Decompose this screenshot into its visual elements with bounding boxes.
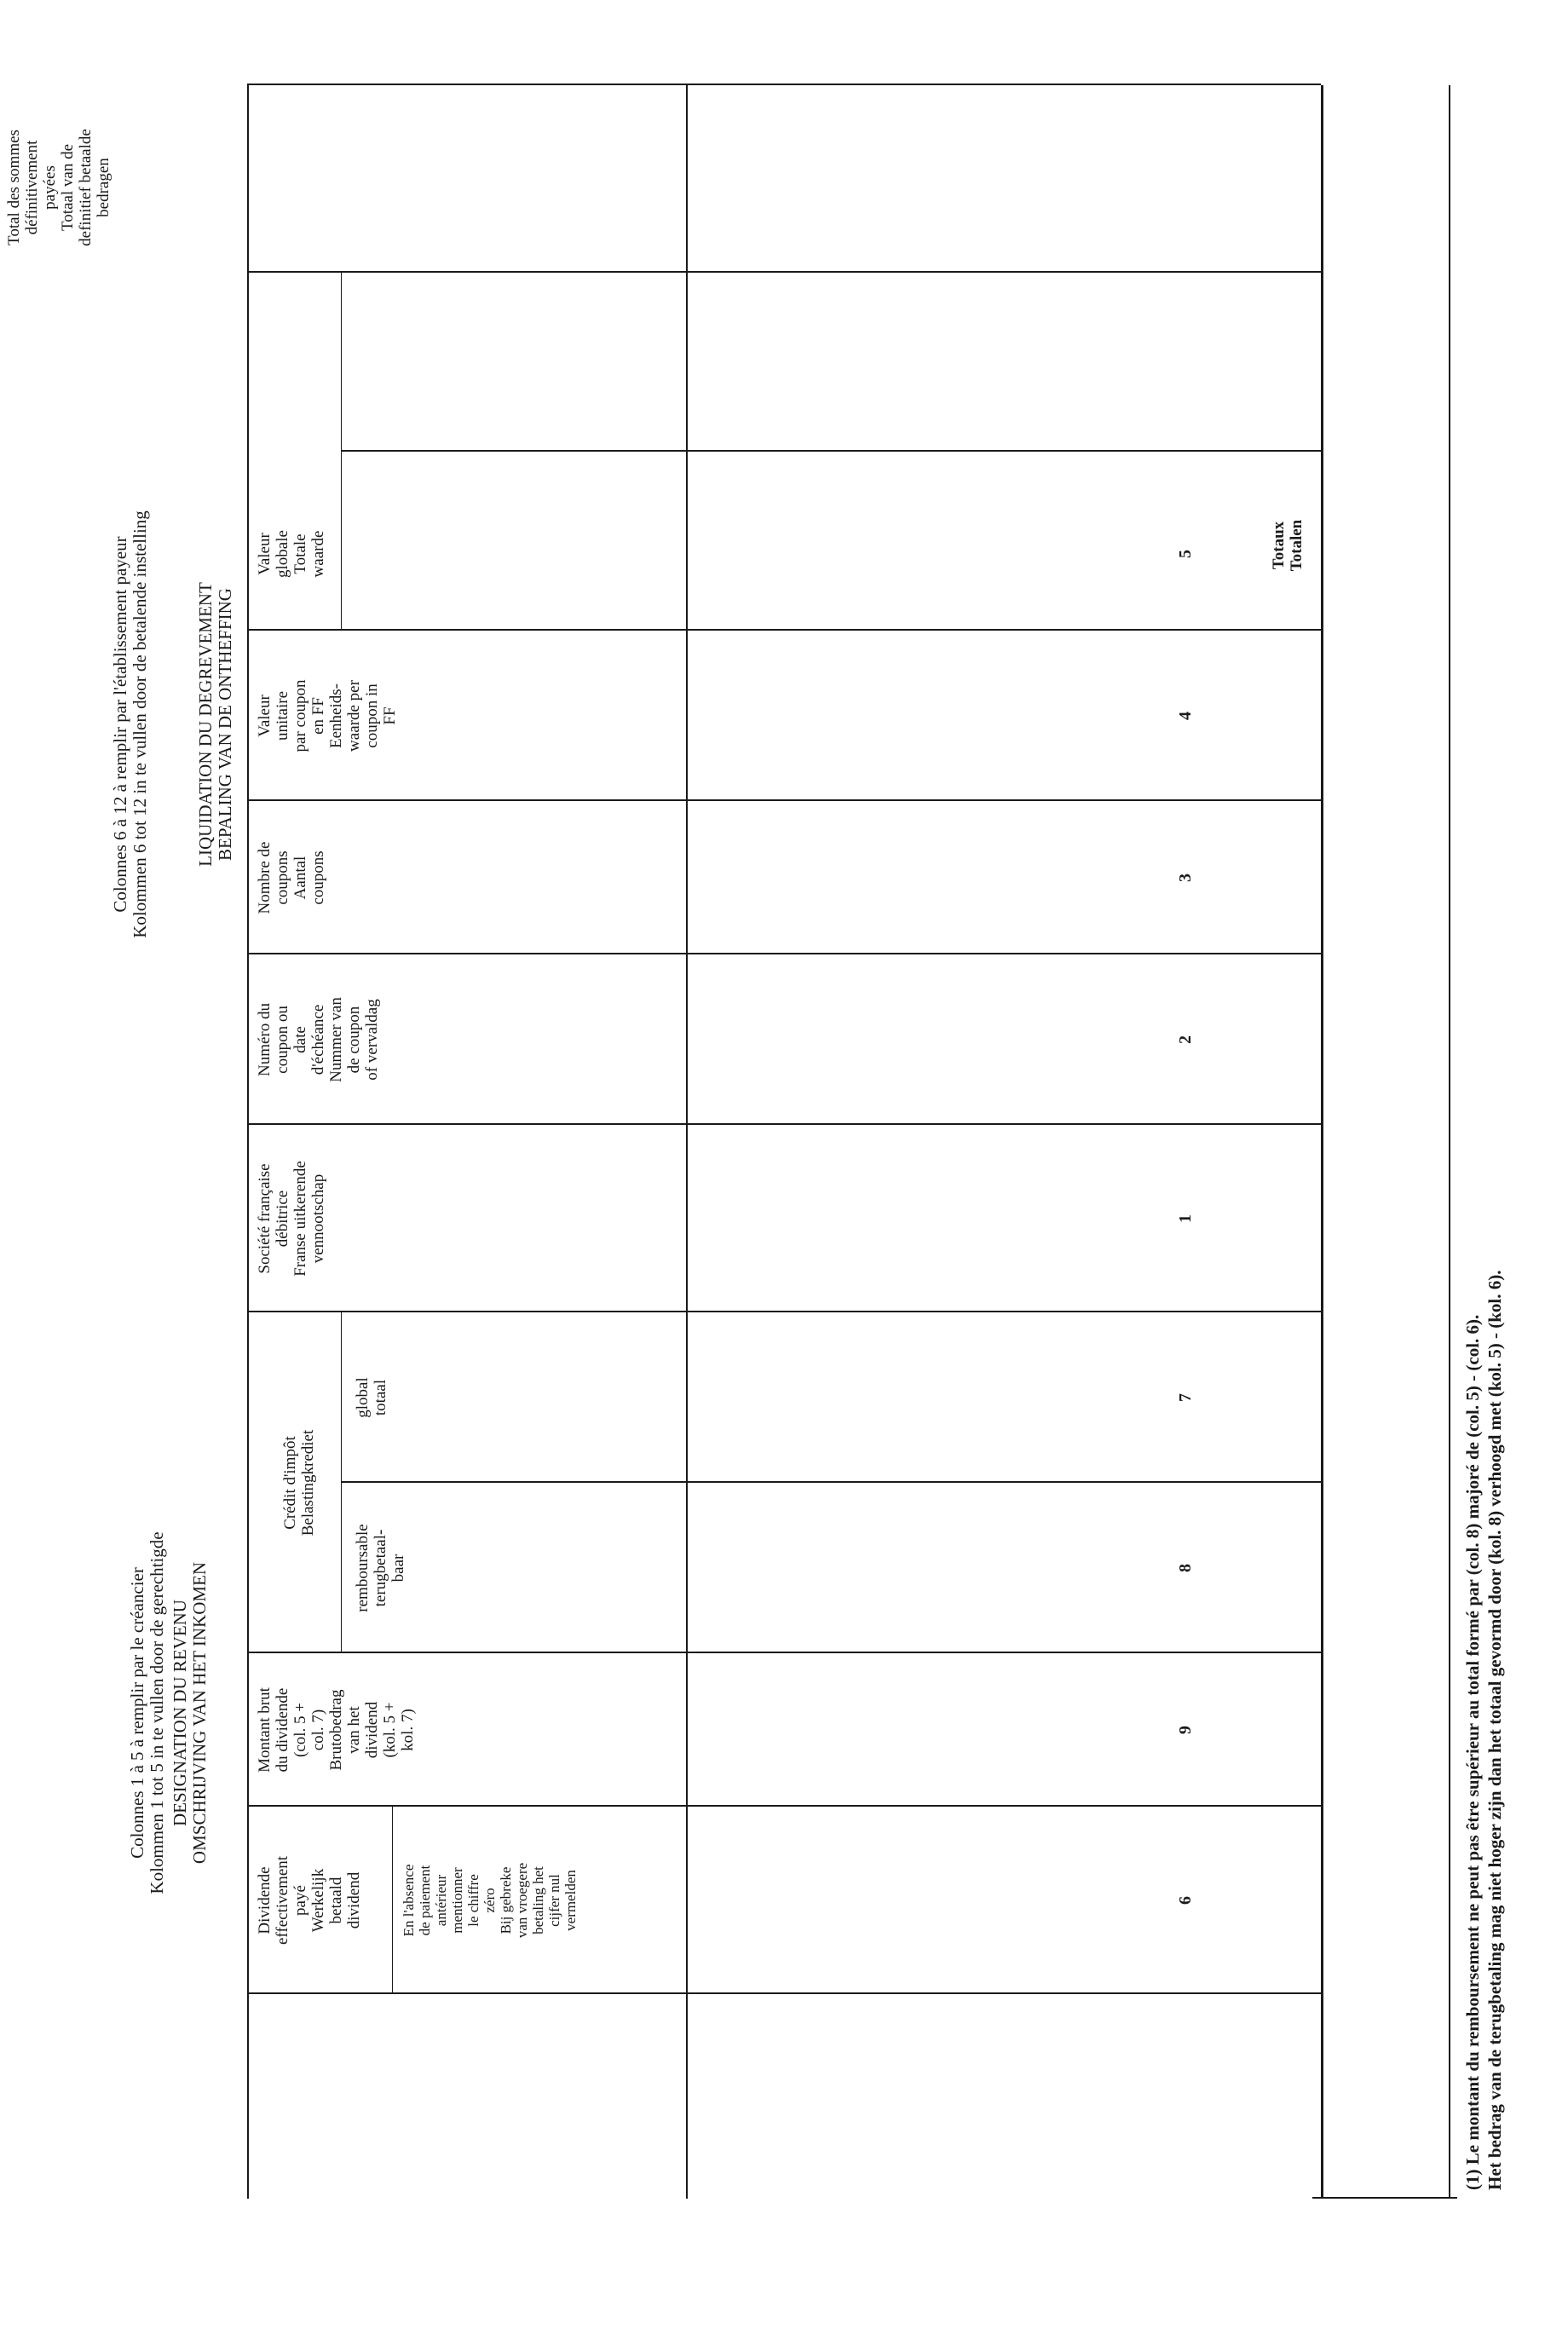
group-header-creditor: Colonnes 1 à 5 à remplir par le créancier Kolommen 1 tot 5 in te vullen door de gerechtigde: [127, 1531, 167, 1894]
col-number-2: 2: [1176, 1035, 1195, 1044]
credit-subheader-rule: [341, 1312, 342, 1653]
table-bottom-rule: [1321, 85, 1323, 2199]
col-number-3: 3: [1176, 873, 1195, 882]
col-header-credit-global: global totaal: [354, 1377, 389, 1418]
group-header-total: Total des sommes définitivement payées Totaal van de definitief betaalde bedragen: [5, 129, 112, 246]
col-number-4: 4: [1176, 712, 1195, 720]
col-number-9: 9: [1176, 1726, 1195, 1734]
col-header-company: Société française débitrice Franse uitkerende vennootschap: [256, 1161, 327, 1277]
rule-v12: [247, 84, 1321, 85]
col-header-dividend-paid: Dividende effectivement payé Werkelijk betaald dividend: [256, 1855, 363, 1946]
header-top-rule: [247, 85, 249, 2199]
rule-v-foot: [1312, 2197, 1457, 2199]
col-header-tax-credit: Crédit d'impôt Belastingkrediet: [281, 1429, 317, 1536]
col-header-unit-value: Valeur unitaire par coupon en FF Eenheids- waarde per coupon in FF: [256, 679, 399, 752]
col-header-coupon-number: Numéro du coupon ou date d'échéance Nummer van de coupon of vervaldag: [256, 997, 381, 1082]
rule-v11: [247, 271, 1321, 273]
header-bottom-rule: [686, 85, 688, 2199]
col-number-5: 5: [1176, 550, 1195, 558]
col-number-6: 6: [1176, 1896, 1195, 1905]
rule-v5: [247, 1311, 1321, 1312]
footnote-rule: [1449, 85, 1450, 2199]
footnote: (1) Le montant du remboursement ne peut pas être supérieur au total formé par (col. 8) majoré de (col. 5) - (col. 6). Het bedrag van de terugbetaling mag niet hoger zijn dan het totaal gevormd door (kol. 8) verhoogd met (kol. 5) - (kol. 6).: [1462, 1270, 1505, 2190]
rule-v7: [247, 953, 1321, 954]
col-header-credit-refundable: remboursable terugbetaal- baar: [354, 1524, 407, 1612]
rule-v9: [247, 629, 1321, 631]
rule-v6: [247, 1123, 1321, 1125]
group-header-payer: Colonnes 6 à 12 à remplir par l'établissement payeur Kolommen 6 tot 12 in te vullen door de betalende instelling: [110, 510, 150, 938]
rule-v8: [247, 799, 1321, 801]
group-subheader-income: DESIGNATION DU REVENU OMSCHRIJVING VAN HET INKOMEN: [170, 1561, 210, 1865]
amount-subheader-rule: [341, 273, 342, 631]
col-header-global-value: Valeur globale Totale waarde: [256, 530, 327, 578]
col-header-coupon-count: Nombre de coupons Aantal coupons: [256, 841, 327, 914]
col6-divider: [392, 1807, 393, 1994]
col-header-gross-dividend: Montant brut du dividende (col. 5 + col. 7) Brutobedrag van het dividend (kol. 5 + kol. 7): [256, 1687, 417, 1773]
col-number-8: 8: [1176, 1564, 1195, 1572]
col-header-dividend-note: En l'absence de paiement antérieur mentionner le chiffre zéro Bij gebreke van vroegere betaling het cijfer nul vermelden: [401, 1862, 579, 1939]
col-number-7: 7: [1176, 1393, 1195, 1402]
group-subheader-liquidation: LIQUIDATION DU DEGREVEMENT BEPALING VAN DE ONTHEFFING: [195, 582, 235, 867]
totals-label: Totaux Totalen: [1270, 519, 1306, 572]
rule-v4: [341, 1481, 1321, 1483]
rule-v10: [341, 450, 1321, 452]
col-number-1: 1: [1176, 1214, 1195, 1223]
